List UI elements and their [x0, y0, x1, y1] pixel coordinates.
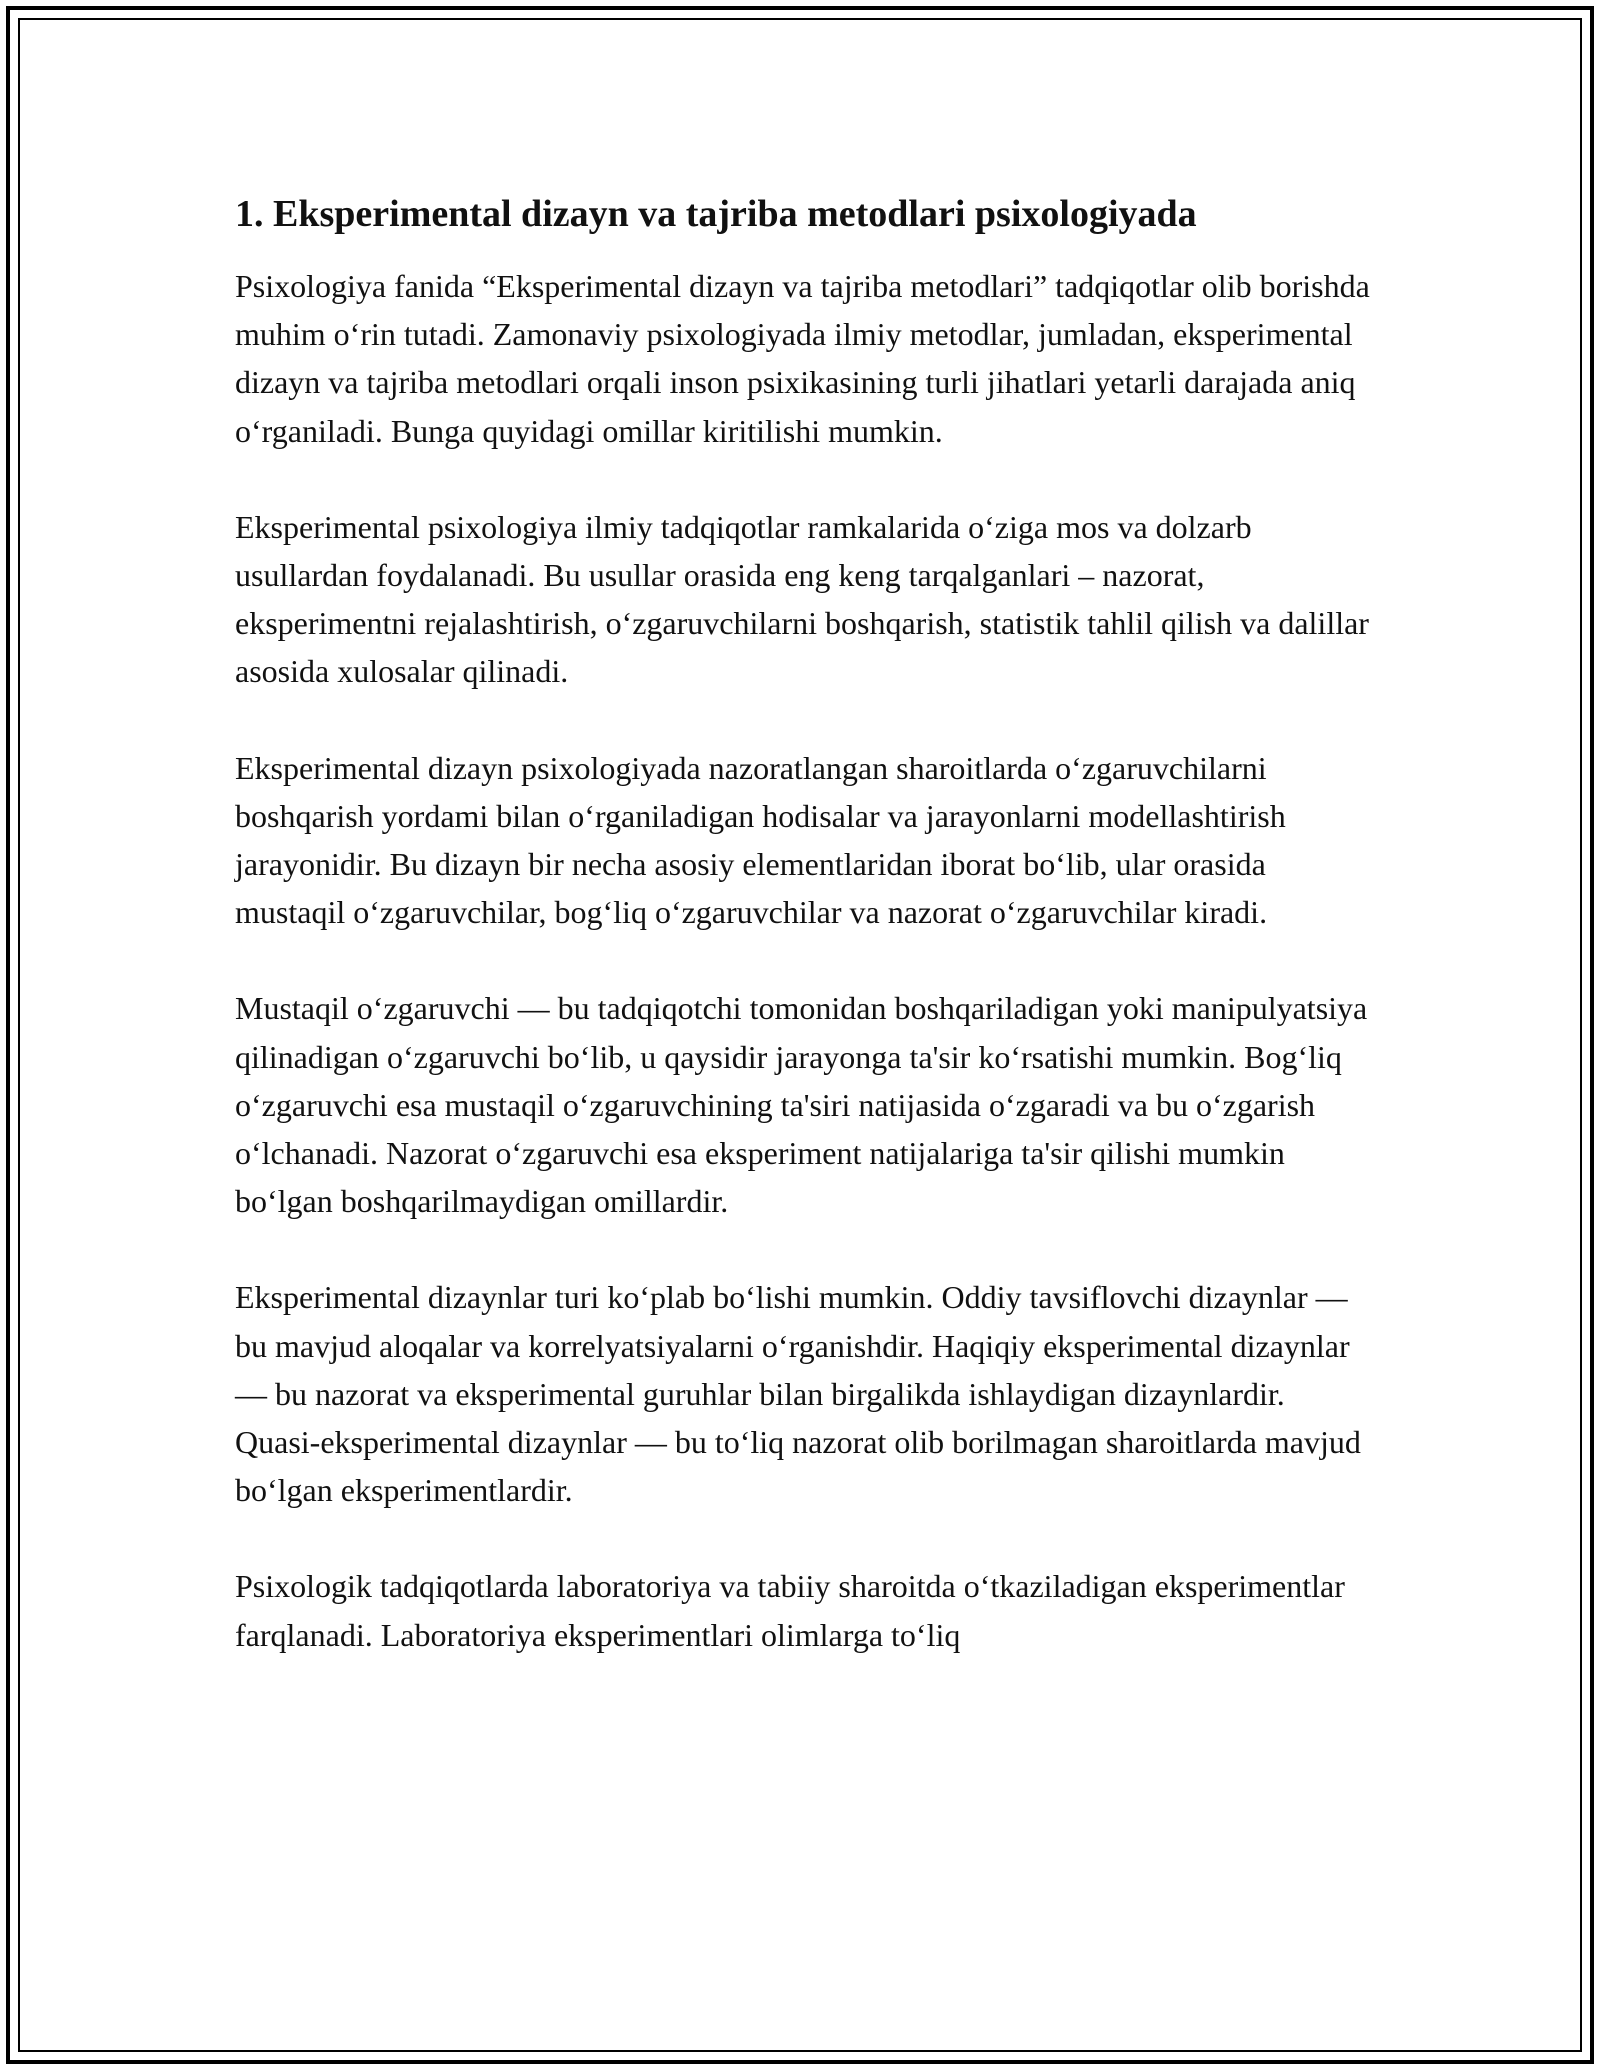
document-body [235, 188, 1375, 1707]
page-title: 1. Eksperimental dizayn va tajriba metodlari psixologiyada [235, 193, 1197, 235]
paragraph-5: Eksperimental dizaynlar turi ko‘plab bo‘lishi mumkin. Oddiy tavsiflovchi dizaynlar — bu mavjud aloqalar va korrelyatsiyalarni o‘rganishdir. Haqiqiy eksperimental dizaynlar — bu nazorat va eksperimental guruhlar bilan birgalikda ishlaydigan dizaynlardir. Quasi-eksperimental dizaynlar — bu to‘liq nazorat olib borilmagan sharoitlarda mavjud bo‘lgan eksperimentlardir. [235, 1279, 1361, 1509]
paragraph-3: Eksperimental dizayn psixologiyada nazoratlangan sharoitlarda o‘zgaruvchilarni boshqarish yordami bilan o‘rganiladigan hodisalar va jarayonlarni modellashtirish jarayonidir. Bu dizayn bir necha asosiy elementlaridan iborat bo‘lib, ular orasida mustaqil o‘zgaruvchilar, bog‘liq o‘zgaruvchilar va nazorat o‘zgaruvchilar kiradi. [235, 749, 1286, 931]
paragraph-6: Psixologik tadqiqotlarda laboratoriya va tabiiy sharoitda o‘tkaziladigan eksperimentlar farqlanadi. Laboratoriya eksperimentlari olimlarga to‘liq [235, 1568, 1345, 1653]
paragraph-4: Mustaqil o‘zgaruvchi — bu tadqiqotchi tomonidan boshqariladigan yoki manipulyatsiya qilinadigan o‘zgaruvchi bo‘lib, u qaysidir jarayonga ta'sir ko‘rsatishi mumkin. Bog‘liq o‘zgaruvchi esa mustaqil o‘zgaruvchining ta'siri natijasida o‘zgaradi va bu o‘zgarish o‘lchanadi. Nazorat o‘zgaruvchi esa eksperiment natijalariga ta'sir qilishi mumkin bo‘lgan boshqarilmaydigan omillardir. [235, 990, 1368, 1220]
paragraph-1: Psixologiya fanida “Eksperimental dizayn va tajriba metodlari” tadqiqotlar olib borishda muhim o‘rin tutadi. Zamonaviy psixologiyada ilmiy metodlar, jumladan, eksperimental dizayn va tajriba metodlari orqali inson psixikasining turli jihatlari yetarli darajada aniq o‘rganiladi. Bunga quyidagi omillar kiritilishi mumkin. [235, 268, 1370, 449]
paragraph-2: Eksperimental psixologiya ilmiy tadqiqotlar ramkalarida o‘ziga mos va dolzarb usullardan foydalanadi. Bu usullar orasida eng keng tarqalganlari – nazorat, eksperimentni rejalashtirish, o‘zgaruvchilarni boshqarish, statistik tahlil qilish va dalillar asosida xulosalar qilinadi. [235, 508, 1369, 690]
